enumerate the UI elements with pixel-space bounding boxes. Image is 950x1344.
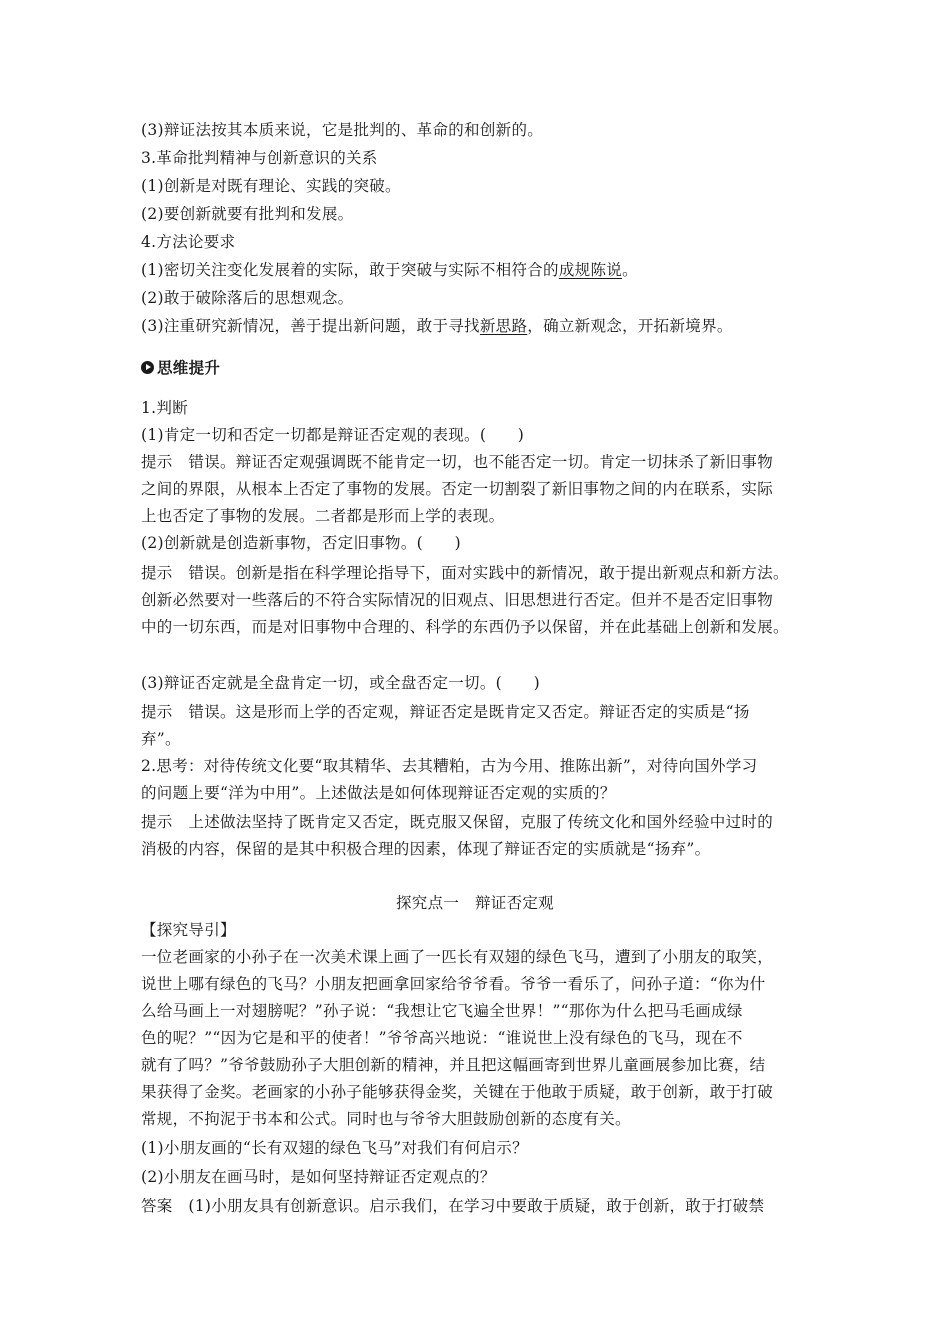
hint-line: 弃”。 [141,730,181,748]
question-item: (1)小朋友画的“长有双翅的绿色飞马”对我们有何启示？ [141,1139,528,1157]
question-item: 2.思考：对待传统文化要“取其精华、去其糟粕，古为今用、推陈出新”，对待向国外学习 [141,757,758,775]
hint-line: 提示 错误。这是形而上学的否定观，辩证否定是既肯定又否定。辩证否定的实质是“扬 [141,703,750,721]
hint-line: 上也否定了事物的发展。二者都是形而上学的表现。 [141,507,505,525]
question-item: (2)创新就是创造新事物，否定旧事物。( ) [141,534,461,552]
question-item: (1)肯定一切和否定一切都是辩证否定观的表现。( ) [141,426,525,444]
paragraph-line: 色的呢？”“因为它是和平的使者！”爷爷高兴地说：“谁说世上没有绿色的飞马，现在不 [141,1029,743,1047]
text-segment: ，确立新观念，开拓新境界。 [527,317,733,335]
paragraph-line: 一位老画家的小孙子在一次美术课上画了一匹长有双翅的绿色飞马，遭到了小朋友的取笑， [141,948,774,966]
paragraph-line: 果获得了金奖。老画家的小孙子能够获得金奖，关键在于他敢于质疑，敢于创新，敢于打破 [141,1083,774,1101]
text-line: (2)敢于破除落后的思想观念。 [141,289,354,307]
hint-line: 创新必然要对一些落后的不符合实际情况的旧观点、旧思想进行否定。但并不是否定旧事物 [141,591,774,609]
question-item: 的问题上要“洋为中用”。上述做法是如何体现辩证否定观的实质的？ [141,784,616,802]
question-item: (3)辩证否定就是全盘肯定一切，或全盘否定一切。( ) [141,674,540,692]
guide-label: 【探究导引】 [141,921,236,939]
explore-title: 探究点一 辩证否定观 [395,894,554,912]
answer-line: 答案 (1)小朋友具有创新意识。启示我们，在学习中要敢于质疑，敢于创新，敢于打破禁 [141,1197,765,1215]
hint-line: 提示 错误。创新是指在科学理论指导下，面对实践中的新情况，敢于提出新观点和新方法。 [141,564,789,582]
text-line [141,316,821,336]
hint-line: 提示 上述做法坚持了既肯定又否定，既克服又保留，克服了传统文化和国外经验中过时的 [141,813,774,831]
paragraph-line: 么给马画上一对翅膀呢？”孙子说：“我想让它飞遍全世界！”“那你为什么把马毛画成绿 [141,1002,743,1020]
paragraph-line: 常规，不拘泥于书本和公式。同时也与爷爷大胆鼓励创新的态度有关。 [141,1110,631,1128]
section-heading: 3.革命批判精神与创新意识的关系 [141,149,378,167]
text-segment: 。 [622,261,638,279]
text-segment: (1)密切关注变化发展着的实际，敢于突破与实际不相符合的 [141,261,559,279]
text-line: (2)要创新就要有批判和发展。 [141,205,354,223]
text-segment: (3)注重研究新情况，善于提出新问题，敢于寻找 [141,317,480,335]
text-line: (3)辩证法按其本质来说，它是批判的、革命的和创新的。 [141,121,544,139]
paragraph-line: 就有了吗？”爷爷鼓励孙子大胆创新的精神，并且把这幅画寄到世界儿童画展参加比赛，结 [141,1056,766,1074]
text-line: (1)创新是对既有理论、实践的突破。 [141,177,401,195]
underlined-term: 新思路 [479,317,528,335]
paragraph-line: 说世上哪有绿色的飞马？小朋友把画拿回家给爷爷看。爷爷一看乐了，问孙子道：“你为什 [141,975,766,993]
heading-label: 思维提升 [157,358,221,377]
hint-line: 之间的界限，从根本上否定了事物的发展。否定一切割裂了新旧事物之间的内在联系，实际 [141,480,774,498]
hint-line: 提示 错误。辩证否定观强调既不能肯定一切，也不能否定一切。肯定一切抹杀了新旧事物 [141,453,774,471]
section-heading: 4.方法论要求 [141,233,236,251]
hint-line: 消极的内容，保留的是其中积极合理的因素，体现了辩证否定的实质就是“扬弃”。 [141,840,711,858]
thinking-heading [141,358,821,378]
underlined-term: 成规陈说 [558,261,623,279]
question-item: (2)小朋友在画马时，是如何坚持辩证否定观点的？ [141,1168,496,1186]
question-title: 1.判断 [141,399,188,417]
hint-line: 中的一切东西，而是对旧事物中合理的、科学的东西仍予以保留，并在此基础上创新和发展。 [141,618,789,636]
play-circle-icon [141,361,154,374]
text-line [141,260,821,280]
